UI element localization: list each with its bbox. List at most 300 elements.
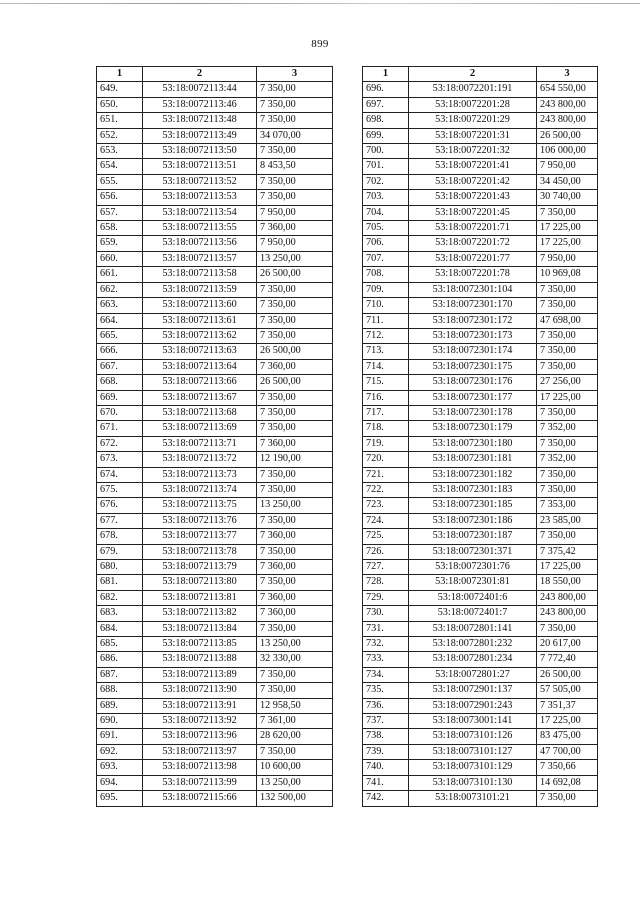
value-cell: 7 350,00 bbox=[537, 405, 598, 420]
row-number: 730. bbox=[363, 606, 409, 621]
cadastral-number: 53:18:0072113:90 bbox=[143, 683, 257, 698]
row-number: 679. bbox=[97, 544, 143, 559]
row-number: 738. bbox=[363, 729, 409, 744]
cadastral-number: 53:18:0073101:126 bbox=[409, 729, 537, 744]
cadastral-number: 53:18:0072301:182 bbox=[409, 467, 537, 482]
table-row bbox=[97, 791, 333, 806]
value-cell: 7 350,00 bbox=[257, 144, 333, 159]
table-row bbox=[97, 606, 333, 621]
value-cell: 7 350,00 bbox=[537, 359, 598, 374]
cadastral-number: 53:18:0072201:72 bbox=[409, 236, 537, 251]
value-cell: 7 950,00 bbox=[537, 251, 598, 266]
table-row bbox=[363, 667, 598, 682]
row-number: 716. bbox=[363, 390, 409, 405]
value-cell: 7 350,00 bbox=[537, 328, 598, 343]
row-number: 737. bbox=[363, 714, 409, 729]
table-row bbox=[363, 205, 598, 220]
cadastral-number: 53:18:0072113:61 bbox=[143, 313, 257, 328]
cadastral-number: 53:18:0072201:191 bbox=[409, 82, 537, 97]
cadastral-number: 53:18:0072113:76 bbox=[143, 513, 257, 528]
table-row bbox=[363, 159, 598, 174]
table-row bbox=[363, 405, 598, 420]
page-number: 899 bbox=[311, 38, 329, 50]
table-row bbox=[363, 221, 598, 236]
cadastral-number: 53:18:0072113:64 bbox=[143, 359, 257, 374]
cadastral-number: 53:18:0072113:55 bbox=[143, 221, 257, 236]
row-number: 655. bbox=[97, 174, 143, 189]
row-number: 731. bbox=[363, 621, 409, 636]
cadastral-number: 53:18:0072113:54 bbox=[143, 205, 257, 220]
value-cell: 7 353,00 bbox=[537, 498, 598, 513]
row-number: 690. bbox=[97, 714, 143, 729]
row-number: 740. bbox=[363, 760, 409, 775]
table-row bbox=[363, 436, 598, 451]
value-cell: 17 225,00 bbox=[537, 236, 598, 251]
cadastral-number: 53:18:0072113:75 bbox=[143, 498, 257, 513]
cadastral-number: 53:18:0072113:80 bbox=[143, 575, 257, 590]
value-cell: 7 350,00 bbox=[257, 621, 333, 636]
table-row bbox=[97, 760, 333, 775]
table-row bbox=[97, 560, 333, 575]
cadastral-number: 53:18:0072301:181 bbox=[409, 452, 537, 467]
value-cell: 243 800,00 bbox=[537, 606, 598, 621]
value-cell: 7 350,00 bbox=[537, 529, 598, 544]
table-row bbox=[363, 236, 598, 251]
value-cell: 26 500,00 bbox=[537, 667, 598, 682]
value-cell: 7 350,00 bbox=[257, 405, 333, 420]
value-cell: 7 360,00 bbox=[257, 590, 333, 605]
value-cell: 7 350,00 bbox=[257, 467, 333, 482]
cadastral-number: 53:18:0072301:173 bbox=[409, 328, 537, 343]
row-number: 715. bbox=[363, 375, 409, 390]
table-row bbox=[363, 390, 598, 405]
scan-edge-line bbox=[0, 3, 640, 4]
row-number: 728. bbox=[363, 575, 409, 590]
cadastral-number: 53:18:0072301:178 bbox=[409, 405, 537, 420]
table-row bbox=[363, 637, 598, 652]
table-row bbox=[363, 251, 598, 266]
row-number: 699. bbox=[363, 128, 409, 143]
row-number: 677. bbox=[97, 513, 143, 528]
row-number: 651. bbox=[97, 113, 143, 128]
table-row bbox=[97, 652, 333, 667]
value-cell: 243 800,00 bbox=[537, 97, 598, 112]
row-number: 726. bbox=[363, 544, 409, 559]
row-number: 668. bbox=[97, 375, 143, 390]
table-row bbox=[97, 390, 333, 405]
row-number: 703. bbox=[363, 190, 409, 205]
value-cell: 7 351,37 bbox=[537, 698, 598, 713]
cadastral-number: 53:18:0072113:63 bbox=[143, 344, 257, 359]
table-row bbox=[97, 482, 333, 497]
cadastral-number: 53:18:0072113:68 bbox=[143, 405, 257, 420]
cadastral-number: 53:18:0073101:129 bbox=[409, 760, 537, 775]
row-number: 719. bbox=[363, 436, 409, 451]
row-number: 711. bbox=[363, 313, 409, 328]
table-row bbox=[97, 498, 333, 513]
table-row bbox=[363, 267, 598, 282]
table-body bbox=[363, 82, 598, 806]
table-row bbox=[363, 544, 598, 559]
table-row bbox=[97, 405, 333, 420]
cadastral-number: 53:18:0072301:175 bbox=[409, 359, 537, 374]
table-row bbox=[97, 97, 333, 112]
value-cell: 7 360,00 bbox=[257, 529, 333, 544]
value-cell: 20 617,00 bbox=[537, 637, 598, 652]
row-number: 741. bbox=[363, 775, 409, 790]
cadastral-number: 53:18:0072113:53 bbox=[143, 190, 257, 205]
row-number: 704. bbox=[363, 205, 409, 220]
row-number: 742. bbox=[363, 791, 409, 806]
table-row bbox=[363, 421, 598, 436]
row-number: 660. bbox=[97, 251, 143, 266]
value-cell: 27 256,00 bbox=[537, 375, 598, 390]
table-row bbox=[363, 683, 598, 698]
table-row bbox=[97, 575, 333, 590]
table-row bbox=[363, 652, 598, 667]
value-cell: 7 360,00 bbox=[257, 560, 333, 575]
row-number: 734. bbox=[363, 667, 409, 682]
table-row bbox=[363, 344, 598, 359]
cadastral-number: 53:18:0072301:187 bbox=[409, 529, 537, 544]
row-number: 674. bbox=[97, 467, 143, 482]
value-cell: 7 950,00 bbox=[537, 159, 598, 174]
cadastral-number: 53:18:0072801:234 bbox=[409, 652, 537, 667]
value-cell: 243 800,00 bbox=[537, 590, 598, 605]
row-number: 739. bbox=[363, 744, 409, 759]
cadastral-number: 53:18:0072113:96 bbox=[143, 729, 257, 744]
value-cell: 7 350,00 bbox=[537, 282, 598, 297]
value-cell: 7 350,00 bbox=[537, 482, 598, 497]
table-row bbox=[97, 683, 333, 698]
row-number: 654. bbox=[97, 159, 143, 174]
cadastral-number: 53:18:0072113:56 bbox=[143, 236, 257, 251]
value-cell: 17 225,00 bbox=[537, 221, 598, 236]
row-number: 662. bbox=[97, 282, 143, 297]
row-number: 649. bbox=[97, 82, 143, 97]
value-cell: 17 225,00 bbox=[537, 390, 598, 405]
table-row bbox=[97, 267, 333, 282]
cadastral-number: 53:18:0072401:7 bbox=[409, 606, 537, 621]
table-row bbox=[363, 621, 598, 636]
cadastral-number: 53:18:0072113:66 bbox=[143, 375, 257, 390]
cadastral-number: 53:18:0072113:92 bbox=[143, 714, 257, 729]
row-number: 672. bbox=[97, 436, 143, 451]
cadastral-number: 53:18:0072801:27 bbox=[409, 667, 537, 682]
value-cell: 7 350,00 bbox=[257, 390, 333, 405]
table-row bbox=[97, 159, 333, 174]
cadastral-number: 53:18:0072113:89 bbox=[143, 667, 257, 682]
value-cell: 7 350,00 bbox=[257, 97, 333, 112]
cadastral-number: 53:18:0072301:371 bbox=[409, 544, 537, 559]
row-number: 657. bbox=[97, 205, 143, 220]
cadastral-number: 53:18:0072301:180 bbox=[409, 436, 537, 451]
row-number: 729. bbox=[363, 590, 409, 605]
row-number: 676. bbox=[97, 498, 143, 513]
row-number: 723. bbox=[363, 498, 409, 513]
table-row bbox=[363, 174, 598, 189]
table-row bbox=[97, 144, 333, 159]
value-cell: 7 375,42 bbox=[537, 544, 598, 559]
value-cell: 10 600,00 bbox=[257, 760, 333, 775]
value-cell: 7 360,00 bbox=[257, 436, 333, 451]
table-body bbox=[97, 82, 333, 806]
row-number: 656. bbox=[97, 190, 143, 205]
table-row bbox=[97, 128, 333, 143]
cadastral-number: 53:18:0072301:81 bbox=[409, 575, 537, 590]
cadastral-number: 53:18:0072113:50 bbox=[143, 144, 257, 159]
value-cell: 7 350,00 bbox=[257, 328, 333, 343]
cadastral-number: 53:18:0072201:41 bbox=[409, 159, 537, 174]
table-row bbox=[363, 529, 598, 544]
table-row bbox=[97, 436, 333, 451]
table-row bbox=[363, 482, 598, 497]
column-header-number: 1 bbox=[363, 67, 409, 82]
value-cell: 13 250,00 bbox=[257, 498, 333, 513]
cadastral-number: 53:18:0073101:21 bbox=[409, 791, 537, 806]
row-number: 695. bbox=[97, 791, 143, 806]
row-number: 692. bbox=[97, 744, 143, 759]
cadastral-number: 53:18:0072113:99 bbox=[143, 775, 257, 790]
table-row bbox=[97, 621, 333, 636]
value-cell: 7 350,00 bbox=[257, 113, 333, 128]
cadastral-number: 53:18:0072201:78 bbox=[409, 267, 537, 282]
value-cell: 7 350,00 bbox=[537, 467, 598, 482]
column-header-cadastral: 2 bbox=[143, 67, 257, 82]
cadastral-number: 53:18:0072113:85 bbox=[143, 637, 257, 652]
row-number: 700. bbox=[363, 144, 409, 159]
table-row bbox=[363, 282, 598, 297]
row-number: 713. bbox=[363, 344, 409, 359]
value-cell: 7 360,00 bbox=[257, 606, 333, 621]
value-cell: 7 352,00 bbox=[537, 452, 598, 467]
value-cell: 7 350,00 bbox=[257, 190, 333, 205]
value-cell: 7 772,40 bbox=[537, 652, 598, 667]
value-cell: 18 550,00 bbox=[537, 575, 598, 590]
row-number: 706. bbox=[363, 236, 409, 251]
value-cell: 7 360,00 bbox=[257, 221, 333, 236]
value-cell: 7 350,00 bbox=[257, 683, 333, 698]
cadastral-number: 53:18:0072113:91 bbox=[143, 698, 257, 713]
parcel-table-left bbox=[96, 66, 333, 807]
cadastral-number: 53:18:0073101:127 bbox=[409, 744, 537, 759]
cadastral-number: 53:18:0072901:243 bbox=[409, 698, 537, 713]
table-row bbox=[97, 205, 333, 220]
value-cell: 132 500,00 bbox=[257, 791, 333, 806]
table-row bbox=[97, 221, 333, 236]
row-number: 702. bbox=[363, 174, 409, 189]
table-row bbox=[363, 606, 598, 621]
table-row bbox=[97, 544, 333, 559]
table-row bbox=[97, 714, 333, 729]
value-cell: 8 453,50 bbox=[257, 159, 333, 174]
table-row bbox=[97, 513, 333, 528]
table-row bbox=[363, 113, 598, 128]
row-number: 725. bbox=[363, 529, 409, 544]
row-number: 661. bbox=[97, 267, 143, 282]
row-number: 701. bbox=[363, 159, 409, 174]
table-row bbox=[363, 714, 598, 729]
cadastral-number: 53:18:0072201:32 bbox=[409, 144, 537, 159]
value-cell: 26 500,00 bbox=[257, 344, 333, 359]
column-header-value: 3 bbox=[537, 67, 598, 82]
cadastral-number: 53:18:0072113:44 bbox=[143, 82, 257, 97]
row-number: 664. bbox=[97, 313, 143, 328]
cadastral-number: 53:18:0072113:69 bbox=[143, 421, 257, 436]
row-number: 722. bbox=[363, 482, 409, 497]
value-cell: 7 350,00 bbox=[537, 205, 598, 220]
row-number: 698. bbox=[363, 113, 409, 128]
value-cell: 7 350,00 bbox=[257, 421, 333, 436]
cadastral-number: 53:18:0072113:46 bbox=[143, 97, 257, 112]
cadastral-number: 53:18:0072301:170 bbox=[409, 298, 537, 313]
value-cell: 7 350,00 bbox=[257, 744, 333, 759]
value-cell: 12 958,50 bbox=[257, 698, 333, 713]
value-cell: 34 450,00 bbox=[537, 174, 598, 189]
cadastral-number: 53:18:0072201:45 bbox=[409, 205, 537, 220]
table-row bbox=[97, 313, 333, 328]
cadastral-number: 53:18:0072113:51 bbox=[143, 159, 257, 174]
cadastral-number: 53:18:0072201:42 bbox=[409, 174, 537, 189]
value-cell: 7 350,00 bbox=[257, 575, 333, 590]
cadastral-number: 53:18:0072201:31 bbox=[409, 128, 537, 143]
row-number: 696. bbox=[363, 82, 409, 97]
row-number: 709. bbox=[363, 282, 409, 297]
cadastral-number: 53:18:0072301:174 bbox=[409, 344, 537, 359]
value-cell: 23 585,00 bbox=[537, 513, 598, 528]
cadastral-number: 53:18:0072113:78 bbox=[143, 544, 257, 559]
row-number: 724. bbox=[363, 513, 409, 528]
value-cell: 7 350,00 bbox=[257, 282, 333, 297]
table-row bbox=[97, 359, 333, 374]
table-row bbox=[97, 775, 333, 790]
row-number: 710. bbox=[363, 298, 409, 313]
value-cell: 7 950,00 bbox=[257, 205, 333, 220]
row-number: 669. bbox=[97, 390, 143, 405]
row-number: 673. bbox=[97, 452, 143, 467]
table-row bbox=[97, 375, 333, 390]
row-number: 675. bbox=[97, 482, 143, 497]
cadastral-number: 53:18:0072201:43 bbox=[409, 190, 537, 205]
table-row bbox=[363, 452, 598, 467]
row-number: 685. bbox=[97, 637, 143, 652]
cadastral-number: 53:18:0072113:98 bbox=[143, 760, 257, 775]
cadastral-number: 53:18:0072113:62 bbox=[143, 328, 257, 343]
row-number: 683. bbox=[97, 606, 143, 621]
table-row bbox=[97, 174, 333, 189]
table-row bbox=[363, 729, 598, 744]
value-cell: 32 330,00 bbox=[257, 652, 333, 667]
table-row bbox=[363, 590, 598, 605]
parcel-table-right bbox=[362, 66, 598, 807]
table-row bbox=[97, 467, 333, 482]
value-cell: 17 225,00 bbox=[537, 714, 598, 729]
column-header-number: 1 bbox=[97, 67, 143, 82]
table-row bbox=[97, 667, 333, 682]
row-number: 732. bbox=[363, 637, 409, 652]
row-number: 688. bbox=[97, 683, 143, 698]
cadastral-number: 53:18:0072113:57 bbox=[143, 251, 257, 266]
table-row bbox=[363, 467, 598, 482]
row-number: 678. bbox=[97, 529, 143, 544]
value-cell: 12 190,00 bbox=[257, 452, 333, 467]
cadastral-number: 53:18:0072113:72 bbox=[143, 452, 257, 467]
value-cell: 28 620,00 bbox=[257, 729, 333, 744]
cadastral-number: 53:18:0072113:71 bbox=[143, 436, 257, 451]
row-number: 720. bbox=[363, 452, 409, 467]
cadastral-number: 53:18:0072113:59 bbox=[143, 282, 257, 297]
value-cell: 7 361,00 bbox=[257, 714, 333, 729]
row-number: 663. bbox=[97, 298, 143, 313]
value-cell: 26 500,00 bbox=[537, 128, 598, 143]
row-number: 718. bbox=[363, 421, 409, 436]
cadastral-number: 53:18:0072301:183 bbox=[409, 482, 537, 497]
cadastral-number: 53:18:0072113:49 bbox=[143, 128, 257, 143]
cadastral-number: 53:18:0072201:71 bbox=[409, 221, 537, 236]
table-row bbox=[97, 113, 333, 128]
column-header-cadastral: 2 bbox=[409, 67, 537, 82]
row-number: 670. bbox=[97, 405, 143, 420]
table-row bbox=[97, 452, 333, 467]
cadastral-number: 53:18:0072113:67 bbox=[143, 390, 257, 405]
row-number: 712. bbox=[363, 328, 409, 343]
value-cell: 10 969,08 bbox=[537, 267, 598, 282]
value-cell: 34 070,00 bbox=[257, 128, 333, 143]
row-number: 658. bbox=[97, 221, 143, 236]
row-number: 666. bbox=[97, 344, 143, 359]
value-cell: 7 360,00 bbox=[257, 359, 333, 374]
value-cell: 30 740,00 bbox=[537, 190, 598, 205]
cadastral-number: 53:18:0072201:77 bbox=[409, 251, 537, 266]
table-row bbox=[97, 529, 333, 544]
value-cell: 7 350,00 bbox=[537, 791, 598, 806]
row-number: 697. bbox=[363, 97, 409, 112]
row-number: 652. bbox=[97, 128, 143, 143]
column-header-value: 3 bbox=[257, 67, 333, 82]
table-header-row bbox=[363, 67, 598, 82]
table-row bbox=[97, 236, 333, 251]
table-row bbox=[97, 637, 333, 652]
value-cell: 7 350,00 bbox=[537, 436, 598, 451]
row-number: 671. bbox=[97, 421, 143, 436]
value-cell: 47 700,00 bbox=[537, 744, 598, 759]
row-number: 733. bbox=[363, 652, 409, 667]
row-number: 727. bbox=[363, 560, 409, 575]
cadastral-number: 53:18:0072113:73 bbox=[143, 467, 257, 482]
row-number: 680. bbox=[97, 560, 143, 575]
cadastral-number: 53:18:0073001:141 bbox=[409, 714, 537, 729]
cadastral-number: 53:18:0072113:60 bbox=[143, 298, 257, 313]
cadastral-number: 53:18:0072113:82 bbox=[143, 606, 257, 621]
row-number: 705. bbox=[363, 221, 409, 236]
cadastral-number: 53:18:0072201:29 bbox=[409, 113, 537, 128]
cadastral-number: 53:18:0072801:232 bbox=[409, 637, 537, 652]
table-row bbox=[97, 744, 333, 759]
value-cell: 47 698,00 bbox=[537, 313, 598, 328]
value-cell: 7 350,00 bbox=[537, 621, 598, 636]
cadastral-number: 53:18:0072113:48 bbox=[143, 113, 257, 128]
table-row bbox=[363, 744, 598, 759]
value-cell: 7 350,00 bbox=[257, 482, 333, 497]
cadastral-number: 53:18:0073101:130 bbox=[409, 775, 537, 790]
table-row bbox=[97, 421, 333, 436]
value-cell: 7 350,00 bbox=[537, 344, 598, 359]
row-number: 653. bbox=[97, 144, 143, 159]
row-number: 717. bbox=[363, 405, 409, 420]
table-row bbox=[97, 590, 333, 605]
row-number: 693. bbox=[97, 760, 143, 775]
table-row bbox=[363, 328, 598, 343]
